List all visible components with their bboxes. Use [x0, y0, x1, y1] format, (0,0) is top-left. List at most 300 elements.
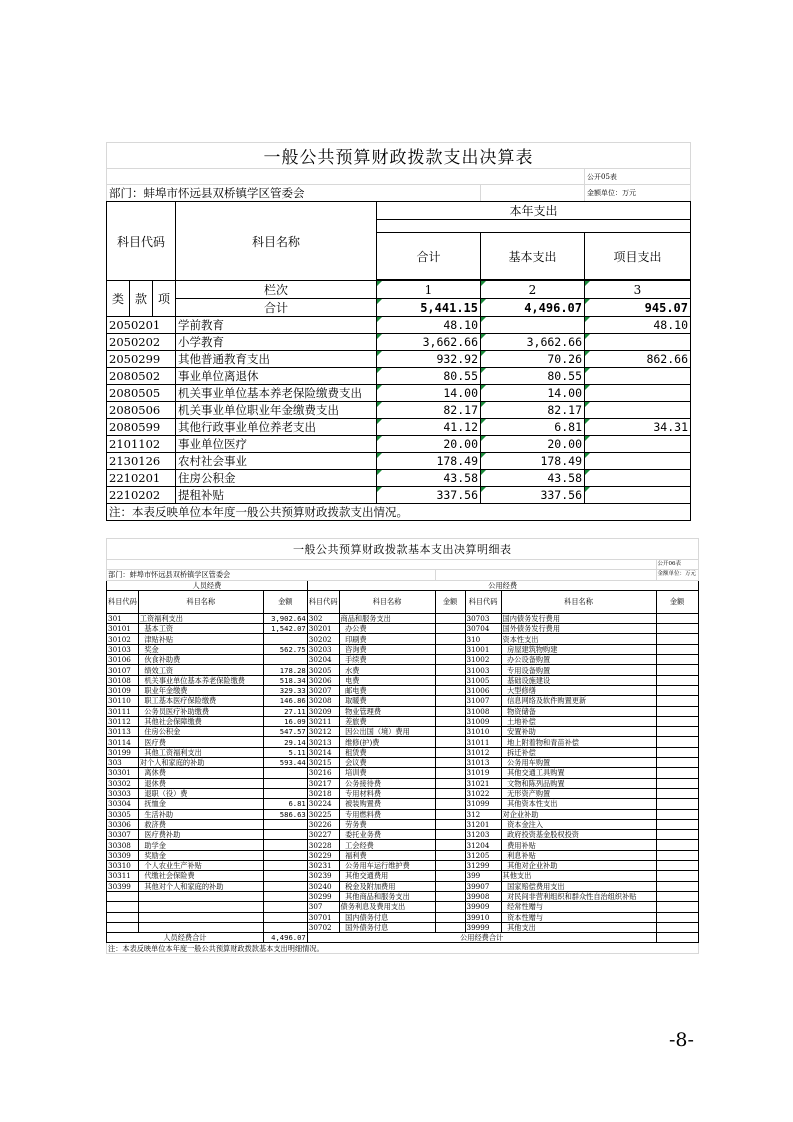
table-row [107, 634, 699, 644]
capital-amount [656, 758, 698, 768]
public-amount [435, 809, 465, 819]
capital-code: 31002 [465, 655, 501, 665]
col-amount-2: 金额 [435, 590, 465, 613]
public-code: 30702 [307, 922, 339, 932]
public-code: 30227 [307, 830, 339, 840]
capital-amount [656, 727, 698, 737]
personnel-code: 30113 [107, 727, 139, 737]
personnel-code: 30102 [107, 634, 139, 644]
public-code: 30229 [307, 850, 339, 860]
col-name-1: 科目名称 [138, 590, 263, 613]
capital-code: 31204 [465, 840, 501, 850]
row-code: 2130126 [107, 453, 176, 470]
row-name: 小学教育 [176, 334, 377, 351]
col-amount-3: 金额 [656, 590, 698, 613]
personnel-name: 奖金 [138, 644, 263, 654]
public-name: 税金及附加费用 [339, 881, 435, 891]
personnel-name: 医疗费补助 [138, 830, 263, 840]
personnel-amount [263, 655, 307, 665]
total-project: 945.07 [585, 299, 691, 317]
personnel-name: 退休费 [138, 778, 263, 788]
row-project [585, 402, 691, 419]
personnel-amount: 27.11 [263, 706, 307, 716]
row-name: 事业单位医疗 [176, 436, 377, 453]
header-col1: 1 [377, 281, 481, 299]
public-amount [435, 871, 465, 881]
row-basic: 14.00 [481, 385, 585, 402]
public-code: 30201 [307, 624, 339, 634]
public-amount [435, 799, 465, 809]
personnel-code: 30304 [107, 799, 139, 809]
table-row [107, 912, 699, 922]
public-name: 培训费 [339, 768, 435, 778]
personnel-code: 301 [107, 613, 139, 623]
capital-name: 公务用车购置 [501, 758, 656, 768]
public-name: 国外债务付息 [339, 922, 435, 932]
capital-amount [656, 861, 698, 871]
public-amount [435, 850, 465, 860]
personnel-code: 30111 [107, 706, 139, 716]
header-xiang: 项 [153, 281, 176, 317]
row-name: 事业单位离退休 [176, 368, 377, 385]
capital-code: 39999 [465, 922, 501, 932]
capital-name: 利息补贴 [501, 850, 656, 860]
row-code: 2080505 [107, 385, 176, 402]
capital-amount [656, 613, 698, 623]
capital-code: 39907 [465, 881, 501, 891]
table-row [107, 778, 699, 788]
personnel-amount [263, 768, 307, 778]
capital-name: 其他对企业补助 [501, 861, 656, 871]
capital-amount [656, 778, 698, 788]
table1-note: 注：本表反映单位本年度一般公共预算财政拨款支出情况。 [107, 504, 691, 521]
personnel-code: 30106 [107, 655, 139, 665]
header-subject-name: 科目名称 [176, 202, 377, 281]
table-row [107, 727, 699, 737]
personnel-amount [263, 634, 307, 644]
capital-name: 安置补助 [501, 727, 656, 737]
public-name: 租赁费 [339, 747, 435, 757]
public-name: 咨询费 [339, 644, 435, 654]
personnel-code: 30101 [107, 624, 139, 634]
public-name: 其他商品和服务支出 [339, 891, 435, 901]
capital-name: 土地补偿 [501, 716, 656, 726]
row-basic: 337.56 [481, 487, 585, 504]
personnel-amount [263, 922, 307, 932]
public-code: 30204 [307, 655, 339, 665]
public-code: 30202 [307, 634, 339, 644]
capital-amount [656, 644, 698, 654]
row-total: 48.10 [377, 317, 481, 334]
capital-name: 大型修缮 [501, 685, 656, 695]
row-project: 48.10 [585, 317, 691, 334]
personnel-name [138, 912, 263, 922]
table-row [107, 385, 691, 402]
capital-code: 399 [465, 871, 501, 881]
personnel-code: 30303 [107, 788, 139, 798]
row-total: 337.56 [377, 487, 481, 504]
personnel-name: 基本工资 [138, 624, 263, 634]
capital-amount [656, 737, 698, 747]
row-total: 43.58 [377, 470, 481, 487]
row-code: 2050299 [107, 351, 176, 368]
capital-amount [656, 881, 698, 891]
personnel-code: 30108 [107, 675, 139, 685]
row-name: 住房公积金 [176, 470, 377, 487]
capital-amount [656, 922, 698, 932]
public-amount [435, 891, 465, 901]
capital-code: 39909 [465, 902, 501, 912]
capital-amount [656, 675, 698, 685]
public-code: 30207 [307, 685, 339, 695]
capital-name: 基础设施建设 [501, 675, 656, 685]
capital-name: 对民间非营利组织和群众性自治组织补贴 [501, 891, 656, 901]
capital-name: 国家赔偿费用支出 [501, 881, 656, 891]
public-code: 30215 [307, 758, 339, 768]
personnel-name: 其他工资福利支出 [138, 747, 263, 757]
public-name: 国内债务付息 [339, 912, 435, 922]
capital-code: 31299 [465, 861, 501, 871]
table-row [107, 861, 699, 871]
row-basic [481, 317, 585, 334]
public-name: 福利费 [339, 850, 435, 860]
capital-name: 资本性赠与 [501, 912, 656, 922]
public-code: 30209 [307, 706, 339, 716]
public-total [656, 933, 698, 943]
personnel-amount: 146.86 [263, 696, 307, 706]
personnel-total-label: 人员经费合计 [107, 933, 264, 943]
table-row [107, 487, 691, 504]
row-project [585, 385, 691, 402]
personnel-amount [263, 881, 307, 891]
public-code: 30218 [307, 788, 339, 798]
capital-name: 资本金注入 [501, 819, 656, 829]
capital-name: 其他支出 [501, 871, 656, 881]
table1-unit: 金额单位：万元 [585, 185, 691, 202]
personnel-code [107, 891, 139, 901]
capital-code: 30704 [465, 624, 501, 634]
personnel-code: 30103 [107, 644, 139, 654]
capital-code: 312 [465, 809, 501, 819]
public-name: 差旅费 [339, 716, 435, 726]
capital-code: 31005 [465, 675, 501, 685]
capital-code: 310 [465, 634, 501, 644]
capital-name: 其他交通工具购置 [501, 768, 656, 778]
personnel-name: 职工基本医疗保险缴费 [138, 696, 263, 706]
capital-code: 39908 [465, 891, 501, 901]
col-name-2: 科目名称 [339, 590, 435, 613]
header-kuan: 款 [130, 281, 153, 317]
personnel-name: 工资福利支出 [138, 613, 263, 623]
row-name: 学前教育 [176, 317, 377, 334]
personnel-header: 人员经费 [107, 580, 308, 590]
table-row [107, 613, 699, 623]
personnel-amount [263, 788, 307, 798]
public-code: 30213 [307, 737, 339, 747]
total-basic: 4,496.07 [481, 299, 585, 317]
capital-amount [656, 768, 698, 778]
personnel-name [138, 902, 263, 912]
public-name: 会议费 [339, 758, 435, 768]
public-code: 30208 [307, 696, 339, 706]
table-row [107, 368, 691, 385]
personnel-name: 住房公积金 [138, 727, 263, 737]
public-name: 电费 [339, 675, 435, 685]
personnel-name: 其他社会保障缴费 [138, 716, 263, 726]
capital-amount [656, 696, 698, 706]
public-amount [435, 716, 465, 726]
public-amount [435, 696, 465, 706]
public-amount [435, 768, 465, 778]
public-code: 30217 [307, 778, 339, 788]
capital-amount [656, 850, 698, 860]
row-project: 34.31 [585, 419, 691, 436]
capital-name: 专用设备购置 [501, 665, 656, 675]
capital-code: 31011 [465, 737, 501, 747]
basic-expenditure-detail-table [106, 538, 699, 954]
table-row [107, 819, 699, 829]
personnel-amount [263, 902, 307, 912]
public-code: 30239 [307, 871, 339, 881]
capital-code: 31007 [465, 696, 501, 706]
public-amount [435, 727, 465, 737]
row-name: 机关事业单位职业年金缴费支出 [176, 402, 377, 419]
row-code: 2080506 [107, 402, 176, 419]
table-row [107, 334, 691, 351]
personnel-code: 30310 [107, 861, 139, 871]
personnel-code: 30301 [107, 768, 139, 778]
public-amount [435, 613, 465, 623]
public-name: 被装购置费 [339, 799, 435, 809]
public-name: 印刷费 [339, 634, 435, 644]
public-amount [435, 819, 465, 829]
capital-name: 其他资本性支出 [501, 799, 656, 809]
capital-code: 31019 [465, 768, 501, 778]
capital-code: 31021 [465, 778, 501, 788]
capital-amount [656, 871, 698, 881]
table-row [107, 419, 691, 436]
public-name: 因公出国（境）费用 [339, 727, 435, 737]
personnel-name [138, 891, 263, 901]
table-row [107, 850, 699, 860]
public-code: 30299 [307, 891, 339, 901]
public-name: 工会经费 [339, 840, 435, 850]
public-amount [435, 922, 465, 932]
personnel-code [107, 922, 139, 932]
public-amount [435, 644, 465, 654]
capital-code: 31008 [465, 706, 501, 716]
personnel-amount: 329.33 [263, 685, 307, 695]
personnel-amount: 518.34 [263, 675, 307, 685]
public-amount [435, 758, 465, 768]
table-row [107, 402, 691, 419]
total-label: 合计 [176, 299, 377, 317]
public-name: 专用材料费 [339, 788, 435, 798]
header-lei: 类 [107, 281, 130, 317]
table-row [107, 788, 699, 798]
capital-name: 国外债务发行费用 [501, 624, 656, 634]
table-row [107, 809, 699, 819]
table-row [107, 665, 699, 675]
table1-dept: 部门：蚌埠市怀远县双桥镇学区管委会 [107, 185, 481, 202]
capital-amount [656, 840, 698, 850]
public-amount [435, 778, 465, 788]
total-total: 5,441.15 [377, 299, 481, 317]
personnel-name: 医疗费 [138, 737, 263, 747]
table-row [107, 696, 699, 706]
row-basic: 43.58 [481, 470, 585, 487]
personnel-code: 30302 [107, 778, 139, 788]
table2-form-no: 公开06表 [656, 560, 698, 570]
personnel-name: 抚恤金 [138, 799, 263, 809]
public-name: 公务接待费 [339, 778, 435, 788]
row-code: 2080599 [107, 419, 176, 436]
personnel-code: 30109 [107, 685, 139, 695]
public-name: 物业管理费 [339, 706, 435, 716]
capital-name: 文物和陈列品购置 [501, 778, 656, 788]
capital-name: 对企业补助 [501, 809, 656, 819]
header-col2: 2 [481, 281, 585, 299]
personnel-amount: 1,542.07 [263, 624, 307, 634]
personnel-amount: 16.09 [263, 716, 307, 726]
capital-amount [656, 624, 698, 634]
capital-name: 办公设备购置 [501, 655, 656, 665]
table1-form-no: 公开05表 [585, 169, 691, 185]
table-row [107, 768, 699, 778]
personnel-amount: 586.63 [263, 809, 307, 819]
public-name: 取暖费 [339, 696, 435, 706]
capital-code: 31001 [465, 644, 501, 654]
personnel-amount: 5.11 [263, 747, 307, 757]
public-code: 30203 [307, 644, 339, 654]
table2-note: 注：本表反映单位本年度一般公共预算财政拨款基本支出明细情况。 [107, 943, 699, 953]
row-total: 82.17 [377, 402, 481, 419]
public-code: 302 [307, 613, 339, 623]
capital-name: 无形资产购置 [501, 788, 656, 798]
row-basic: 20.00 [481, 436, 585, 453]
capital-code: 39910 [465, 912, 501, 922]
personnel-name: 津贴补贴 [138, 634, 263, 644]
page-number: -8- [669, 1029, 694, 1051]
public-amount [435, 861, 465, 871]
row-basic: 178.49 [481, 453, 585, 470]
public-name: 其他交通费用 [339, 871, 435, 881]
public-code: 30216 [307, 768, 339, 778]
capital-name: 费用补贴 [501, 840, 656, 850]
header-subject-code: 科目代码 [107, 202, 176, 281]
public-name: 办公费 [339, 624, 435, 634]
row-total: 3,662.66 [377, 334, 481, 351]
public-amount [435, 685, 465, 695]
public-code: 30231 [307, 861, 339, 871]
personnel-name: 机关事业单位基本养老保险缴费 [138, 675, 263, 685]
row-total: 178.49 [377, 453, 481, 470]
public-code: 30206 [307, 675, 339, 685]
col-code-2: 科目代码 [307, 590, 339, 613]
personnel-code: 30307 [107, 830, 139, 840]
personnel-name: 助学金 [138, 840, 263, 850]
capital-name: 其他支出 [501, 922, 656, 932]
capital-code: 31022 [465, 788, 501, 798]
public-amount [435, 788, 465, 798]
row-basic: 70.26 [481, 351, 585, 368]
row-total: 14.00 [377, 385, 481, 402]
capital-amount [656, 912, 698, 922]
personnel-amount: 593.44 [263, 758, 307, 768]
table-row [107, 716, 699, 726]
public-code: 30212 [307, 727, 339, 737]
table-row [107, 317, 691, 334]
capital-amount [656, 891, 698, 901]
table1-title: 一般公共预算财政拨款支出决算表 [107, 143, 691, 169]
personnel-code [107, 912, 139, 922]
public-name: 水费 [339, 665, 435, 675]
capital-code: 31205 [465, 850, 501, 860]
capital-name: 国内债务发行费用 [501, 613, 656, 623]
personnel-code: 30311 [107, 871, 139, 881]
public-amount [435, 665, 465, 675]
personnel-amount [263, 912, 307, 922]
capital-amount [656, 788, 698, 798]
table-row [107, 902, 699, 912]
row-code: 2210201 [107, 470, 176, 487]
col-name-3: 科目名称 [501, 590, 656, 613]
public-amount [435, 912, 465, 922]
personnel-amount: 562.75 [263, 644, 307, 654]
personnel-amount [263, 778, 307, 788]
row-project: 862.66 [585, 351, 691, 368]
general-budget-expenditure-table [106, 142, 691, 521]
personnel-code: 30306 [107, 819, 139, 829]
row-code: 2050202 [107, 334, 176, 351]
capital-code: 31013 [465, 758, 501, 768]
personnel-name: 代缴社会保险费 [138, 871, 263, 881]
personnel-name [138, 922, 263, 932]
table-row [107, 706, 699, 716]
row-project [585, 368, 691, 385]
capital-code: 31012 [465, 747, 501, 757]
personnel-name: 职业年金缴费 [138, 685, 263, 695]
table-row [107, 891, 699, 901]
public-amount [435, 634, 465, 644]
capital-name: 政府投资基金股权投资 [501, 830, 656, 840]
table-row [107, 453, 691, 470]
personnel-name: 奖励金 [138, 850, 263, 860]
personnel-amount [263, 830, 307, 840]
personnel-amount: 3,902.64 [263, 613, 307, 623]
row-name: 其他行政事业单位养老支出 [176, 419, 377, 436]
personnel-amount [263, 840, 307, 850]
col-code-1: 科目代码 [107, 590, 139, 613]
table-row [107, 799, 699, 809]
personnel-amount [263, 891, 307, 901]
public-amount [435, 675, 465, 685]
personnel-code [107, 902, 139, 912]
header-lanci: 栏次 [176, 281, 377, 299]
table-row [107, 922, 699, 932]
capital-name: 资本性支出 [501, 634, 656, 644]
capital-amount [656, 665, 698, 675]
row-name: 提租补贴 [176, 487, 377, 504]
public-code: 30214 [307, 747, 339, 757]
public-code: 307 [307, 902, 339, 912]
table-row [107, 747, 699, 757]
capital-amount [656, 902, 698, 912]
row-total: 932.92 [377, 351, 481, 368]
table-row [107, 655, 699, 665]
row-code: 2101102 [107, 436, 176, 453]
row-total: 41.12 [377, 419, 481, 436]
